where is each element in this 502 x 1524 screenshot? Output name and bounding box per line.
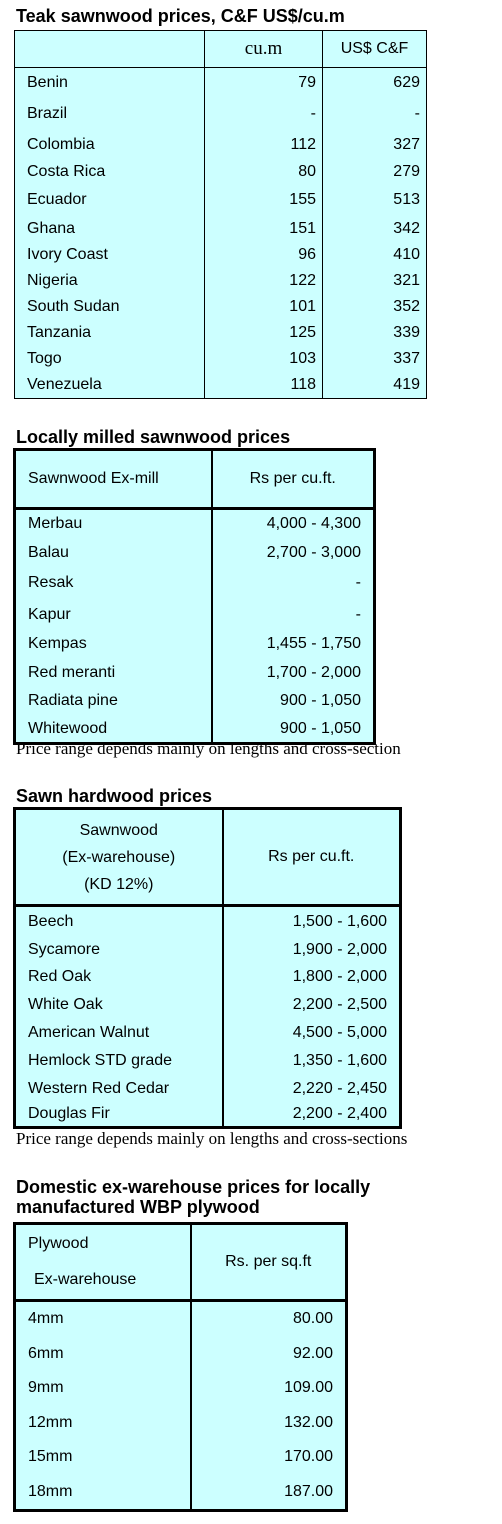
table-row (15, 687, 375, 716)
species-cell: Balau (28, 543, 69, 561)
table-row (15, 1047, 401, 1075)
price-cell: 2,200 - 2,400 (223, 1103, 401, 1128)
price-cell: 132.00 (191, 1406, 347, 1440)
table-row (15, 1103, 401, 1128)
price-cell: 1,800 - 2,000 (223, 964, 401, 991)
country-cell: Colombia (27, 135, 95, 153)
local-price-table (13, 448, 376, 745)
price-cell: 513 (323, 185, 427, 215)
local-title: Locally milled sawnwood prices (16, 427, 291, 447)
table-row (15, 68, 427, 99)
table-row (15, 372, 427, 399)
thickness-header-line: Ex-warehouse (34, 1271, 137, 1288)
table-row (15, 1406, 347, 1440)
species-header (15, 809, 223, 906)
hardwood-title: Sawn hardwood prices (16, 786, 213, 806)
species-cell: Resak (28, 574, 74, 591)
species-cell: Douglas Fir (28, 1105, 110, 1123)
plywood-title-line: Domestic ex-warehouse prices for locally (16, 1177, 371, 1197)
price-cell: 410 (323, 243, 427, 268)
country-cell: Ivory Coast (27, 246, 108, 263)
table-row (15, 1475, 347, 1511)
table-row (15, 1440, 347, 1475)
table-row (15, 295, 427, 320)
table-header-row (15, 809, 401, 906)
thickness-cell: 18mm (28, 1482, 73, 1500)
price-cell: - (212, 600, 375, 630)
country-cell: Togo (27, 350, 62, 367)
table-row (15, 185, 427, 215)
table-row (15, 160, 427, 185)
species-cell: Sycamore (28, 941, 101, 958)
table-row (15, 539, 375, 567)
volume-cell: 151 (205, 215, 323, 243)
volume-cell: 112 (205, 130, 323, 160)
table-row (15, 320, 427, 347)
volume-cell: 122 (205, 268, 323, 295)
table-row (15, 991, 401, 1020)
price-cell: 1,500 - 1,600 (223, 906, 401, 937)
plywood-title-line: manufactured WBP plywood (16, 1197, 260, 1217)
table-row (15, 1337, 347, 1371)
volume-cell: 125 (205, 320, 323, 347)
thickness-header-line: Plywood (28, 1235, 89, 1252)
price-cell: 327 (323, 130, 427, 160)
country-cell: Benin (27, 74, 68, 92)
country-cell: Brazil (27, 105, 68, 122)
price-cell: 342 (323, 215, 427, 243)
species-cell: Red Oak (28, 968, 92, 985)
hardwood-price-table (13, 807, 402, 1129)
table-row (15, 1371, 347, 1406)
price-cell: 279 (323, 160, 427, 185)
local-footnote: Price range depends mainly on lengths and cross-section (16, 739, 401, 758)
volume-cell: 101 (205, 295, 323, 320)
price-cell: 1,350 - 1,600 (223, 1047, 401, 1075)
thickness-header (15, 1224, 191, 1301)
thickness-cell: 6mm (28, 1344, 64, 1362)
species-cell: Whitewood (28, 719, 108, 737)
plywood-title (16, 1177, 370, 1217)
thickness-cell: 15mm (28, 1448, 73, 1465)
price-cell: 92.00 (191, 1337, 347, 1371)
volume-header: cu.m (205, 31, 323, 68)
price-cell: 1,455 - 1,750 (212, 630, 375, 659)
price-cell: 1,900 - 2,000 (223, 937, 401, 964)
table-row (15, 509, 375, 539)
table-row (15, 600, 375, 630)
teak-title: Teak sawnwood prices, C&F US$/cu.m (16, 6, 345, 26)
country-cell: Venezuela (27, 375, 102, 393)
volume-cell: 79 (205, 68, 323, 99)
table-header-row (15, 1224, 347, 1301)
table-row (15, 906, 401, 937)
price-header: Rs per cu.ft. (223, 809, 401, 906)
price-cell: 2,220 - 2,450 (223, 1075, 401, 1103)
hardwood-footnote: Price range depends mainly on lengths and cross-sections (16, 1129, 408, 1148)
price-cell: 2,200 - 2,500 (223, 991, 401, 1020)
volume-cell: 118 (205, 372, 323, 399)
table-row (15, 130, 427, 160)
price-cell: 4,000 - 4,300 (212, 509, 375, 539)
volume-cell: 80 (205, 160, 323, 185)
price-cell: 337 (323, 347, 427, 372)
table-row (15, 268, 427, 295)
table-row (15, 1020, 401, 1047)
price-header: Rs. per sq.ft (191, 1224, 347, 1301)
country-cell: South Sudan (27, 298, 120, 315)
species-header-line: Sawnwood (79, 821, 158, 839)
table-row (15, 964, 401, 991)
table-row (15, 215, 427, 243)
country-cell: Ecuador (27, 190, 87, 208)
country-cell: Tanzania (27, 324, 92, 341)
price-cell: 2,700 - 3,000 (212, 539, 375, 567)
price-cell: 352 (323, 295, 427, 320)
price-cell: - (323, 99, 427, 130)
volume-cell: 103 (205, 347, 323, 372)
price-cell: 187.00 (191, 1475, 347, 1511)
species-cell: Western Red Cedar (28, 1079, 170, 1097)
table-row (15, 659, 375, 687)
species-cell: Beech (28, 912, 74, 930)
price-header: US$ C&F (323, 31, 427, 68)
country-cell: Nigeria (27, 272, 78, 289)
table-row (15, 347, 427, 372)
species-cell: American Walnut (28, 1024, 150, 1041)
table-row (15, 1075, 401, 1103)
country-cell: Costa Rica (27, 163, 106, 180)
price-cell: 629 (323, 68, 427, 99)
price-cell: 80.00 (191, 1301, 347, 1337)
country-header (15, 31, 205, 68)
price-cell: 900 - 1,050 (212, 716, 375, 744)
plywood-price-table (13, 1222, 348, 1512)
price-cell: 170.00 (191, 1440, 347, 1475)
thickness-cell: 9mm (28, 1379, 64, 1396)
species-cell: Kempas (28, 635, 87, 652)
table-header-row (15, 450, 375, 509)
table-row (15, 567, 375, 600)
price-cell: 900 - 1,050 (212, 687, 375, 716)
table-row (15, 1301, 347, 1337)
table-row (15, 99, 427, 130)
species-cell: Radiata pine (28, 692, 118, 709)
species-cell: White Oak (28, 996, 103, 1013)
table-header-row (15, 31, 427, 68)
price-cell: 1,700 - 2,000 (212, 659, 375, 687)
species-header-line: (KD 12%) (84, 875, 154, 893)
species-cell: Merbau (28, 515, 83, 533)
volume-cell: 155 (205, 185, 323, 215)
volume-cell: - (205, 99, 323, 130)
price-cell: 419 (323, 372, 427, 399)
thickness-cell: 12mm (28, 1413, 73, 1431)
table-row (15, 937, 401, 964)
price-cell: 339 (323, 320, 427, 347)
price-cell: 4,500 - 5,000 (223, 1020, 401, 1047)
price-header: Rs per cu.ft. (212, 450, 375, 509)
species-cell: Hemlock STD grade (28, 1051, 173, 1069)
country-cell: Ghana (27, 219, 76, 237)
price-cell: - (212, 567, 375, 600)
species-cell: Red meranti (28, 663, 116, 681)
thickness-cell: 4mm (28, 1310, 64, 1328)
price-cell: 109.00 (191, 1371, 347, 1406)
species-header-line: (Ex-warehouse) (62, 848, 176, 866)
species-cell: Kapur (28, 605, 71, 623)
species-header: Sawnwood Ex-mill (15, 450, 212, 509)
table-row (15, 630, 375, 659)
volume-cell: 96 (205, 243, 323, 268)
table-row (15, 243, 427, 268)
price-cell: 321 (323, 268, 427, 295)
teak-price-table (14, 30, 427, 399)
